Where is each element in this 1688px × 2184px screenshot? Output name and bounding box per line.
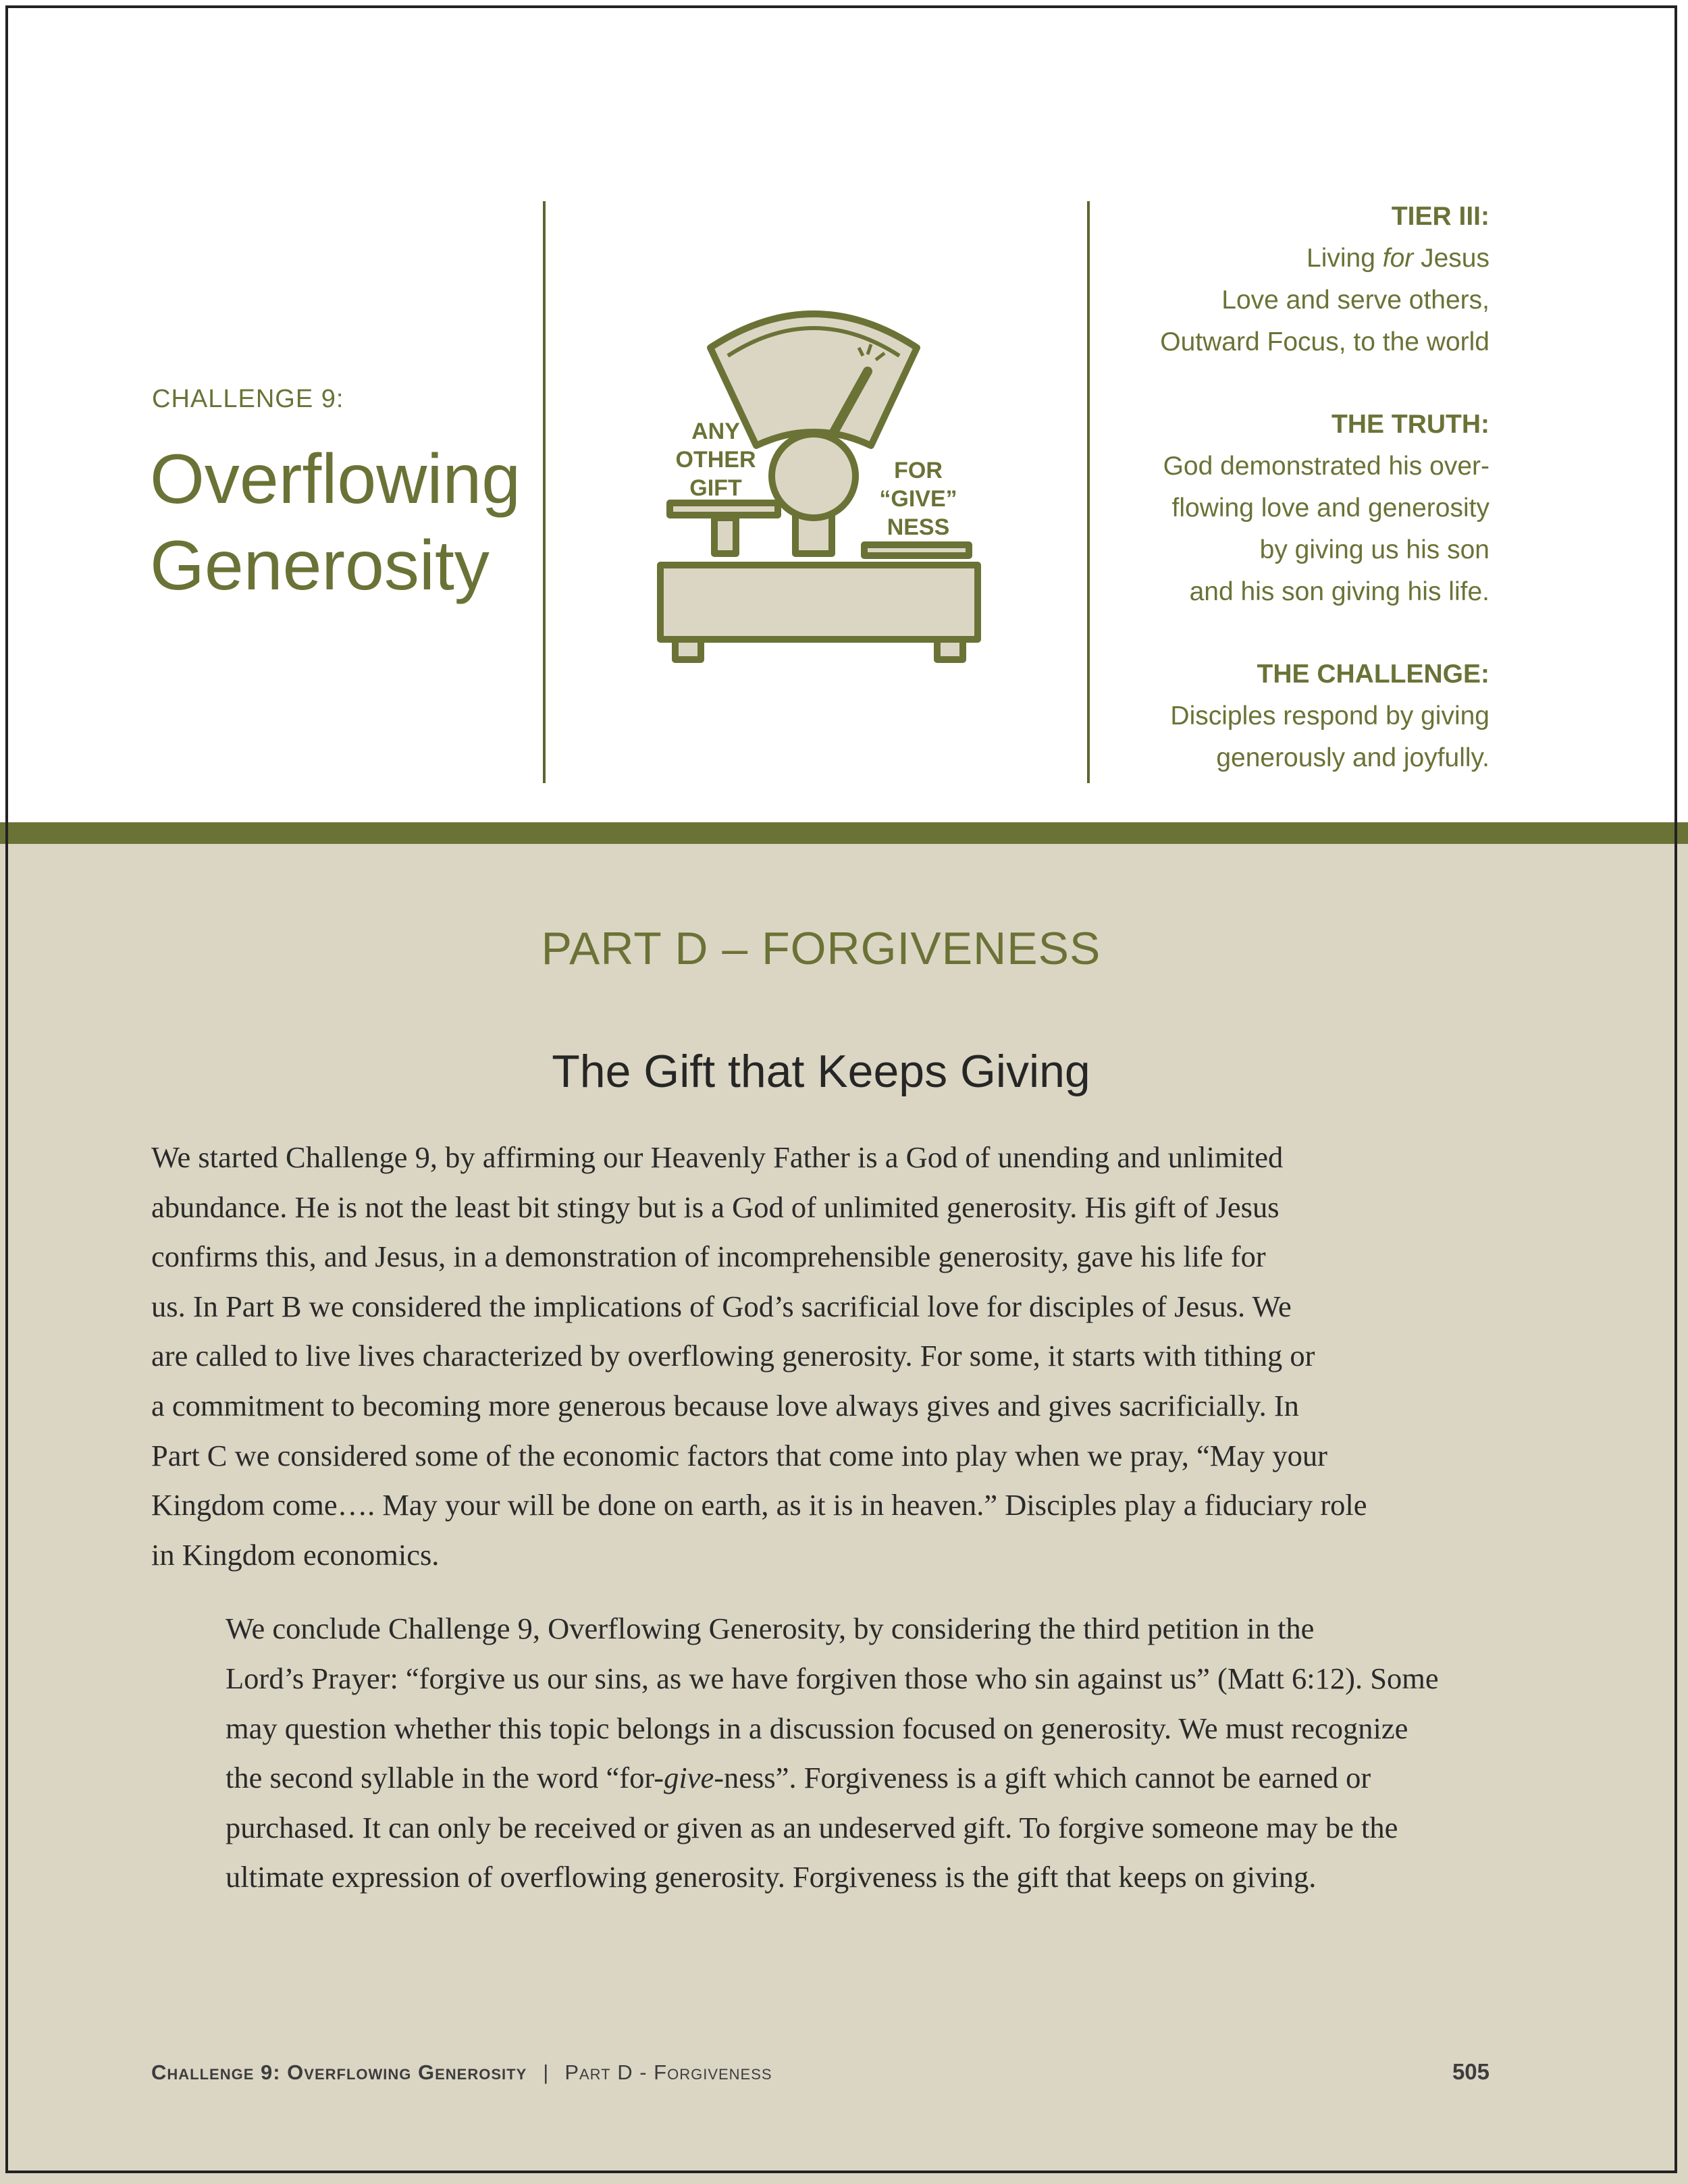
tier-line: generously and joyfully.	[1216, 743, 1489, 772]
body-line-text: the second syllable in the word “for-	[226, 1761, 664, 1795]
scale-left-foot	[675, 639, 701, 660]
scale-left-pan	[670, 503, 778, 515]
body-text	[151, 1133, 1515, 1902]
part-heading: PART D – FORGIVENESS	[541, 923, 1101, 974]
tier-line-text: Jesus	[1413, 244, 1489, 273]
tier-block-truth	[1003, 404, 1489, 613]
scale-left-label-1: ANY	[691, 419, 740, 444]
challenge-title-line-1: Overflowing	[150, 440, 521, 518]
tier-heading: TIER III:	[1391, 202, 1489, 231]
scale-left-stem	[714, 518, 736, 554]
scale-right-pan	[864, 545, 969, 556]
challenge-heading: THE CHALLENGE:	[1257, 660, 1489, 689]
body-line: confirms this, and Jesus, in a demonstration of incomprehensible generosity, gave his life for	[151, 1240, 1266, 1274]
footer-part: Part D - Forgiveness	[564, 2060, 772, 2084]
body-line: us. In Part B we considered the implications of God’s sacrificial love for disciples of Jesus. We	[151, 1289, 1292, 1323]
tier-line-text: Living	[1307, 244, 1383, 273]
footer-challenge: Challenge 9: Overflowing Generosity	[151, 2060, 527, 2084]
page-number: 505	[1452, 2059, 1489, 2084]
body-line: a commitment to becoming more generous because love always gives and gives sacrificially. In	[151, 1388, 1299, 1422]
scale-left-label-2: OTHER	[675, 447, 756, 473]
scale-right-label-3: NESS	[887, 514, 950, 540]
body-line: are called to live lives characterized by overflowing generosity. For some, it starts with tithing or	[151, 1339, 1315, 1373]
footer-separator: |	[543, 2060, 549, 2084]
tier-line: flowing love and generosity	[1171, 494, 1489, 523]
body-line: abundance. He is not the least bit stingy but is a God of unlimited generosity. His gift of Jesus	[151, 1190, 1280, 1224]
body-line: We conclude Challenge 9, Overflowing Generosity, by considering the third petition in the	[226, 1612, 1315, 1646]
body-paragraph-2	[151, 1604, 1515, 1902]
body-line: Lord’s Prayer: “forgive us our sins, as we have forgiven those who sin against us” (Matt 6:12). Some	[226, 1661, 1439, 1695]
body-line: in Kingdom economics.	[151, 1537, 440, 1572]
body-line: purchased. It can only be received or given as an undeserved gift. To forgive someone may be the	[226, 1810, 1398, 1844]
body-line	[151, 1753, 1515, 1803]
section-divider-band	[0, 822, 1688, 844]
section-subheading: The Gift that Keeps Giving	[552, 1046, 1090, 1097]
tier-line: and his son giving his life.	[1189, 577, 1489, 606]
challenge-kicker: CHALLENGE 9:	[152, 385, 344, 413]
scale-dial-arc	[710, 314, 917, 446]
balance-scale-illustration	[648, 307, 986, 672]
tier-line-emphasis: for	[1382, 244, 1414, 273]
running-footer	[151, 2060, 772, 2085]
tier-line: Disciples respond by giving	[1170, 701, 1489, 730]
body-line: may question whether this topic belongs in a discussion focused on generosity. We must recognize	[226, 1711, 1408, 1745]
scale-right-foot	[937, 639, 963, 660]
challenge-title	[150, 436, 555, 609]
header-divider-left	[543, 201, 546, 783]
tier-line: Outward Focus, to the world	[1160, 327, 1489, 356]
truth-heading: THE TRUTH:	[1331, 410, 1489, 439]
tier-line: by giving us his son	[1259, 535, 1489, 564]
tier-block-challenge	[1003, 654, 1489, 779]
tier-line: Love and serve others,	[1221, 286, 1489, 315]
scale-right-label-1: FOR	[894, 458, 943, 483]
scale-base	[660, 565, 978, 639]
scale-left-label-3: GIFT	[689, 475, 742, 501]
scale-dial-hub	[772, 434, 855, 518]
body-line-emphasis: give	[664, 1761, 714, 1795]
body-line: We started Challenge 9, by affirming our Heavenly Father is a God of unending and unlimited	[151, 1140, 1284, 1174]
body-line-text: -ness”. Forgiveness is a gift which cannot be earned or	[714, 1761, 1371, 1795]
challenge-title-line-2: Generosity	[150, 527, 490, 605]
body-line: ultimate expression of overflowing generosity. Forgiveness is the gift that keeps on giving.	[226, 1860, 1317, 1894]
tier-line: God demonstrated his over-	[1163, 452, 1489, 481]
body-line: Part C we considered some of the economic factors that come into play when we pray, “May your	[151, 1438, 1327, 1472]
scale-right-label-2: “GIVE”	[879, 486, 957, 512]
tier-summary	[1003, 196, 1489, 820]
tier-line	[1003, 238, 1489, 279]
body-line: Kingdom come…. May your will be done on earth, as it is in heaven.” Disciples play a fiduciary role	[151, 1488, 1367, 1522]
body-paragraph-1	[151, 1133, 1515, 1580]
tier-block-tier-iii	[1003, 196, 1489, 363]
